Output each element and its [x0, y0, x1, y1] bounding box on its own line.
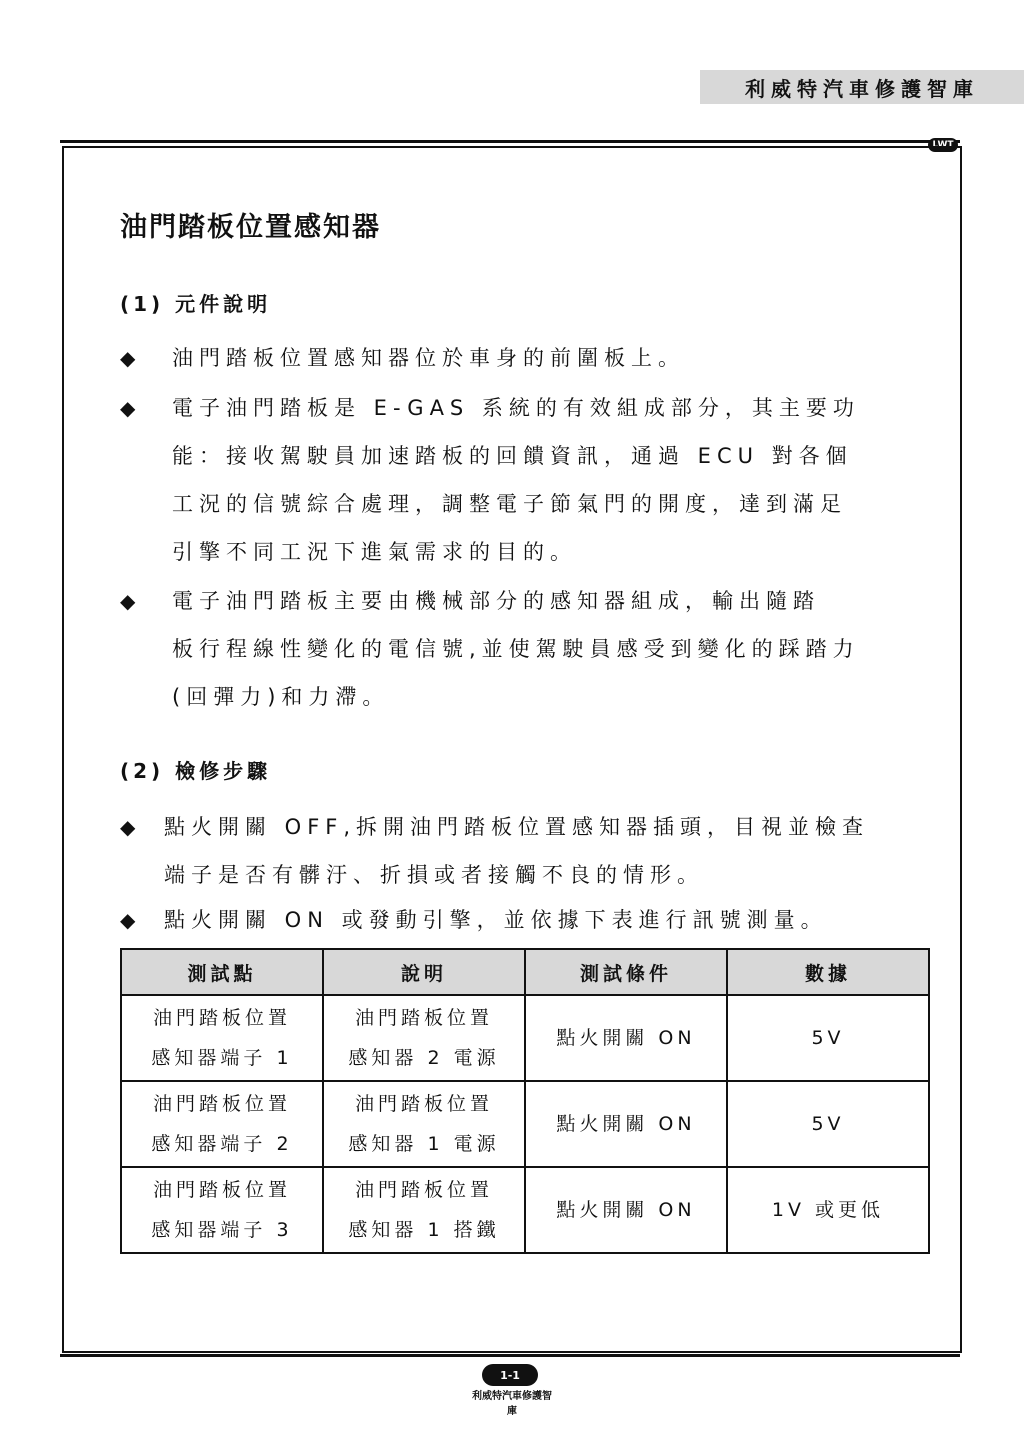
bottom-rule [60, 1354, 960, 1357]
cell-line: 感知器 1 搭鐵 [348, 1219, 500, 1241]
col-header-data: 數據 [727, 949, 929, 995]
cell-test-point [121, 1167, 323, 1253]
table-row [121, 995, 929, 1081]
cell-condition: 點火開關 ON [525, 995, 727, 1081]
bullet-line: 點火開關 ON 或發動引擎，並依據下表進行訊號測量。 [164, 908, 828, 932]
cell-line: 油門踏板位置 [354, 1093, 493, 1115]
col-header-test-point: 測試點 [121, 949, 323, 995]
bullet-item [120, 384, 930, 576]
test-table [120, 948, 930, 1254]
diamond-bullet-icon: ◆ [120, 908, 136, 932]
diamond-bullet-icon: ◆ [120, 396, 136, 420]
cell-line: 油門踏板位置 [152, 1093, 291, 1115]
page-title: 油門踏板位置感知器 [120, 212, 381, 243]
brand-logo: LWT [928, 138, 958, 152]
diamond-bullet-icon: ◆ [120, 346, 136, 370]
cell-data: 5V [727, 995, 929, 1081]
cell-line: 感知器端子 3 [151, 1219, 293, 1241]
cell-line: 感知器 2 電源 [348, 1047, 500, 1069]
bullet-item [120, 577, 930, 721]
bullet-line: 板行程線性變化的電信號,並使駕駛員感受到變化的踩踏力 [172, 637, 860, 661]
bullet-item [120, 803, 930, 899]
bullet-line: 油門踏板位置感知器位於車身的前圍板上。 [172, 346, 685, 370]
header-brand: 利威特汽車修護智庫 [700, 70, 1024, 104]
footer-brand: 利威特汽車修護智庫 [472, 1391, 552, 1417]
cell-line: 油門踏板位置 [354, 1007, 493, 1029]
cell-data: 1V 或更低 [727, 1167, 929, 1253]
bullet-line: 點火開關 OFF,拆開油門踏板位置感知器插頭，目視並檢查 [164, 815, 870, 839]
cell-line: 感知器端子 1 [151, 1047, 293, 1069]
col-header-condition: 測試條件 [525, 949, 727, 995]
bullet-item [120, 334, 930, 382]
table-header-row [121, 949, 929, 995]
table-row [121, 1167, 929, 1253]
cell-test-point [121, 995, 323, 1081]
cell-description [323, 1167, 525, 1253]
cell-line: 油門踏板位置 [152, 1179, 291, 1201]
bullet-line: (回彈力)和力滯。 [172, 685, 390, 709]
section-heading-1: (1) 元件說明 [120, 292, 272, 316]
cell-line: 油門踏板位置 [152, 1007, 291, 1029]
cell-line: 感知器端子 2 [151, 1133, 293, 1155]
cell-line: 感知器 1 電源 [348, 1133, 500, 1155]
diamond-bullet-icon: ◆ [120, 589, 136, 613]
bullet-item [120, 896, 930, 944]
bullet-line: 引擎不同工況下進氣需求的目的。 [172, 540, 577, 564]
cell-test-point [121, 1081, 323, 1167]
bullet-line: 能：接收駕駛員加速踏板的回饋資訊，通過 ECU 對各個 [172, 444, 853, 468]
cell-data: 5V [727, 1081, 929, 1167]
top-rule [60, 140, 960, 143]
cell-line: 油門踏板位置 [354, 1179, 493, 1201]
table-row [121, 1081, 929, 1167]
cell-condition: 點火開關 ON [525, 1167, 727, 1253]
col-header-description: 說明 [323, 949, 525, 995]
diamond-bullet-icon: ◆ [120, 815, 136, 839]
cell-condition: 點火開關 ON [525, 1081, 727, 1167]
cell-description [323, 1081, 525, 1167]
bullet-line: 電子油門踏板主要由機械部分的感知器組成，輸出隨踏 [172, 589, 820, 613]
section-heading-2: (2) 檢修步驟 [120, 759, 272, 783]
cell-description [323, 995, 525, 1081]
bullet-line: 端子是否有髒汙、折損或者接觸不良的情形。 [164, 863, 704, 887]
bullet-line: 工況的信號綜合處理，調整電子節氣門的開度，達到滿足 [172, 492, 847, 516]
page-number-badge: 1-1 [482, 1364, 538, 1386]
bullet-line: 電子油門踏板是 E-GAS 系統的有效組成部分，其主要功 [172, 396, 860, 420]
